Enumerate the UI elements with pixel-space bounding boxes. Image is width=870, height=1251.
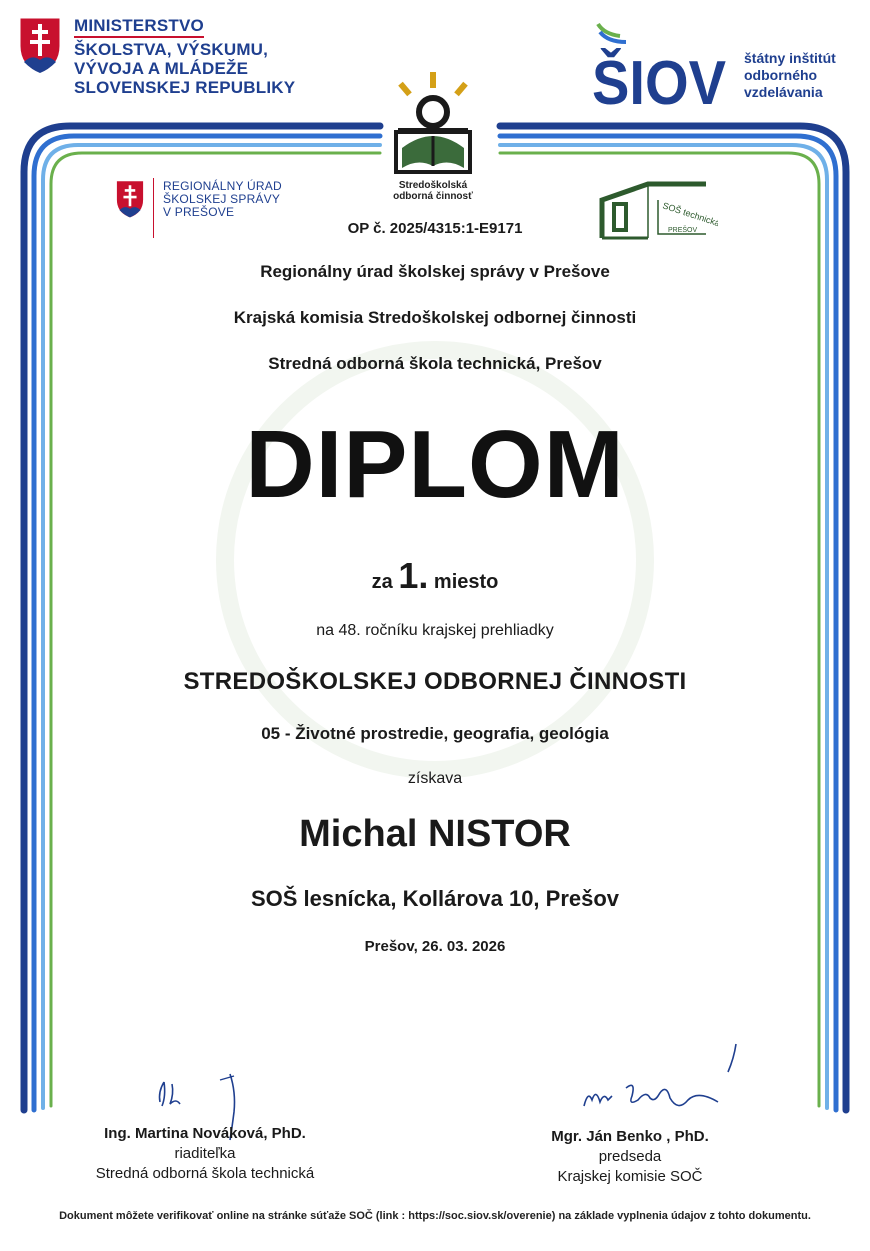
- sos-technicka-label: SOŠ technická: [661, 200, 718, 229]
- signature-right-scribble: [578, 1040, 748, 1120]
- recipient-school: SOŠ lesnícka, Kollárova 10, Prešov: [250, 886, 620, 911]
- signer-right-organization: Krajskej komisie SOČ: [557, 1168, 703, 1185]
- verification-footer: Dokument môžete verifikovať online na stránke súťaže SOČ (link : https://soc.siov.sk/overenie) na základe vyplnenia údajov z tohto dokumentu.: [59, 1210, 811, 1222]
- regional-line-1: REGIONÁLNY ÚRAD: [163, 179, 282, 193]
- signer-left-organization: Stredná odborná škola technická: [95, 1165, 315, 1182]
- ministry-line-2: ŠKOLSTVA, VÝSKUMU,: [74, 40, 269, 59]
- signature-block-right: [500, 1127, 760, 1187]
- date-place: Prešov, 26. 03. 2026: [364, 938, 506, 955]
- edition-text: na 48. ročníku krajskej prehliadky: [316, 622, 554, 639]
- regional-line-2: ŠKOLSKEJ SPRÁVY: [163, 192, 281, 206]
- signer-right-name: Mgr. Ján Benko , PhD.: [551, 1128, 709, 1145]
- ministry-header: [18, 14, 318, 114]
- signer-left-role: riaditeľka: [174, 1145, 236, 1162]
- siov-line-1: štátny inštitút: [744, 50, 836, 66]
- siov-line-3: vzdelávania: [744, 84, 823, 100]
- regional-line-3: V PREŠOVE: [163, 205, 235, 219]
- siov-mark-icon: [590, 20, 730, 110]
- placement: [0, 555, 870, 597]
- siov-logo-text: ŠIOV: [592, 49, 726, 110]
- sos-technicka-city: PREŠOV: [668, 227, 698, 234]
- soc-logo-line-1: Stredoškolská: [398, 180, 468, 191]
- organizer-line-1: Regionálny úrad školskej správy v Prešove: [260, 262, 610, 281]
- ministry-line-3: VÝVOJA A MLÁDEŽE: [74, 59, 249, 78]
- slovak-coat-of-arms-icon: [18, 16, 62, 74]
- competition-name: STREDOŠKOLSKEJ ODBORNEJ ČINNOSTI: [183, 668, 687, 695]
- signer-right-role: predseda: [598, 1148, 662, 1165]
- soc-logo-line-2: odborná činnosť: [393, 191, 473, 202]
- recipient-name: Michal NISTOR: [299, 813, 571, 855]
- op-number: OP č. 2025/4315:1-E9171: [347, 220, 523, 237]
- siov-line-2: odborného: [744, 67, 818, 83]
- organizer-line-2: Krajská komisia Stredoškolskej odbornej činnosti: [233, 308, 637, 327]
- soc-logo: [388, 70, 478, 210]
- slovak-coat-of-arms-small-icon: [115, 180, 145, 218]
- ministry-line-1: MINISTERSTVO: [74, 16, 204, 38]
- competition-field: 05 - Životné prostredie, geografia, geológia: [261, 724, 609, 743]
- siov-logo: [590, 20, 860, 115]
- signer-left-name: Ing. Martina Nováková, PhD.: [104, 1125, 306, 1142]
- soc-emblem-icon: [388, 70, 478, 180]
- placement-prefix: za: [371, 571, 393, 593]
- diploma-title: DIPLOM: [245, 411, 625, 518]
- receives-text: získava: [407, 770, 463, 787]
- placement-number: 1.: [398, 555, 429, 596]
- placement-suffix: miesto: [433, 571, 499, 593]
- organizer-line-3: Stredná odborná škola technická, Prešov: [268, 354, 602, 373]
- ministry-line-4: SLOVENSKEJ REPUBLIKY: [74, 78, 296, 97]
- signature-block-left: [55, 1124, 355, 1184]
